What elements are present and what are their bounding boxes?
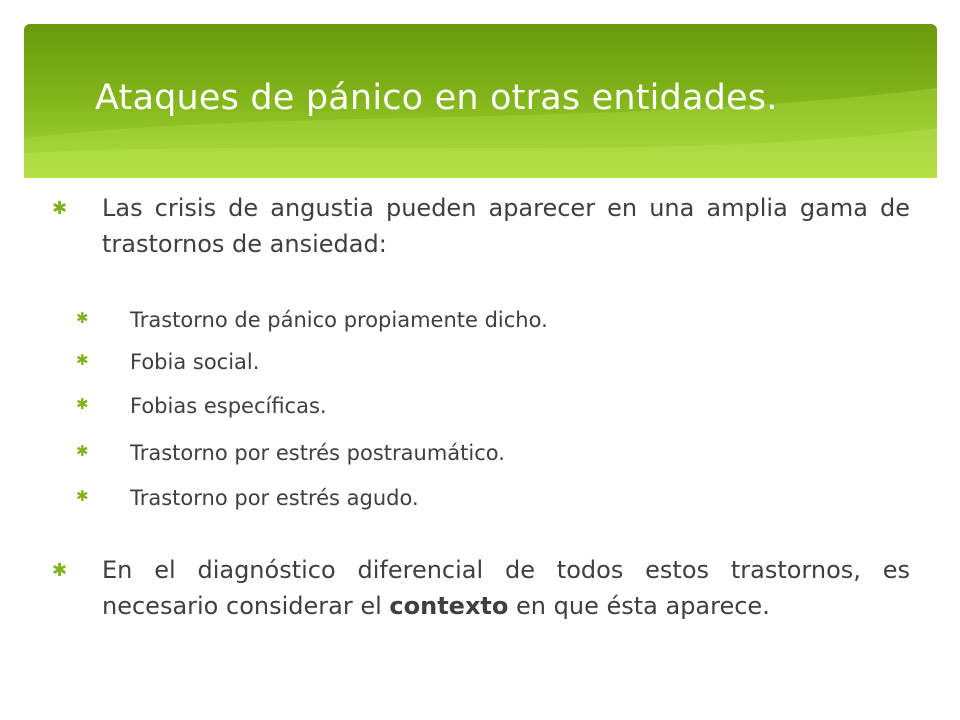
sub-bullet-text: Trastorno de pánico propiamente dicho. <box>130 308 548 332</box>
sub-bullet-item <box>76 484 876 512</box>
bullet-text: Las crisis de angustia pueden aparecer en una amplia gama de trastornos de ansiedad: <box>102 194 910 258</box>
sub-bullet-text: Trastorno por estrés agudo. <box>130 486 419 510</box>
sub-bullet-item <box>76 348 876 376</box>
bullet-star-icon: ✱ <box>76 487 89 505</box>
bullet-star-icon: ✱ <box>52 198 68 219</box>
bullet-star-icon: ✱ <box>76 351 89 369</box>
bullet-item-1 <box>52 190 910 262</box>
bullet-text <box>102 552 910 624</box>
sub-bullet-text: Fobias específicas. <box>130 394 327 418</box>
bullet-keyword: contexto <box>389 592 509 620</box>
sub-bullet-text: Trastorno por estrés postraumático. <box>130 441 505 465</box>
bullet-text-part: En el diagnóstico diferencial de todos estos trastornos, es necesario considerar el <box>102 556 910 620</box>
bullet-star-icon: ✱ <box>52 560 68 581</box>
sub-bullet-item <box>76 306 876 334</box>
sub-bullet-item <box>76 439 876 467</box>
bullet-item-2 <box>52 552 910 624</box>
sub-bullet-text: Fobia social. <box>130 350 260 374</box>
slide-title: Ataques de pánico en otras entidades. <box>95 78 778 118</box>
sub-bullet-item <box>76 392 876 420</box>
bullet-star-icon: ✱ <box>76 442 89 460</box>
bullet-star-icon: ✱ <box>76 395 89 413</box>
bullet-star-icon: ✱ <box>76 309 89 327</box>
bullet-text-part: en que ésta aparece. <box>508 592 770 620</box>
